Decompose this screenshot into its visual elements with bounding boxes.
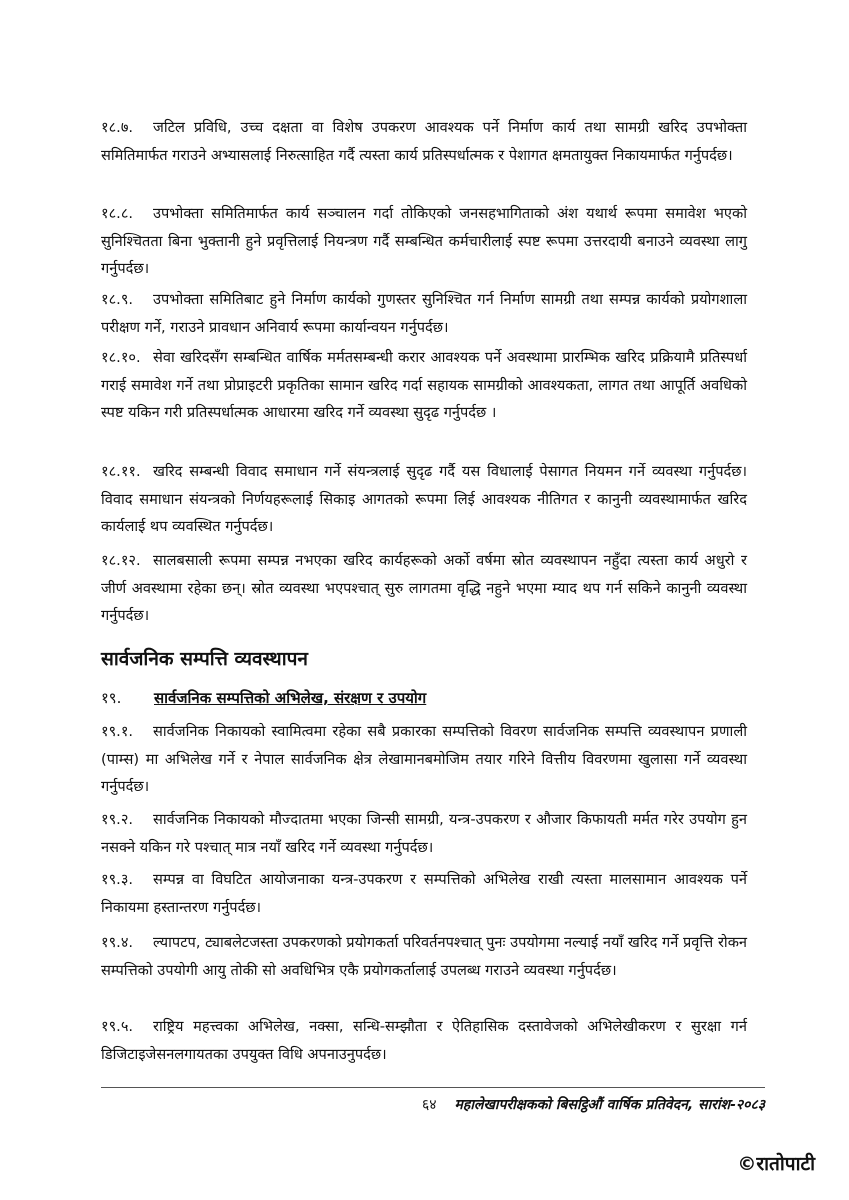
paragraph-number: १९.२. <box>101 811 134 828</box>
paragraph-18-9 <box>101 286 747 341</box>
paragraph-number: १९.३. <box>101 871 134 888</box>
footer-divider <box>101 1087 765 1088</box>
paragraph-text: सम्पन्न वा विघटित आयोजनाका यन्त्र-उपकरण र सम्पत्तिको अभिलेख राखी त्यस्ता मालसामान आवश्यक पर्ने निकायमा हस्तान्तरण गर्नुपर्दछ। <box>101 871 747 916</box>
watermark-credit: ©रातोपाटी <box>737 1153 815 1175</box>
paragraph-number: १८.११. <box>101 463 141 480</box>
paragraph-text: उपभोक्ता समितिबाट हुने निर्माण कार्यको गुणस्तर सुनिश्चित गर्न निर्माण सामग्री तथा सम्पन्न कार्यको प्रयोगशाला परीक्षण गर्ने, गराउने प्रावधान अनिवार्य रूपमा कार्यान्वयन गर्नुपर्दछ। <box>101 291 747 336</box>
paragraph-text: सार्वजनिक निकायको मौज्दातमा भएका जिन्सी सामग्री, यन्त्र-उपकरण र औजार किफायती मर्मत गरेर उपयोग हुन नसक्ने यकिन गरे पश्चात् मात्र नयाँ खरिद गर्ने व्यवस्था गर्नुपर्दछ। <box>101 811 747 856</box>
paragraph-number: १८.८. <box>101 205 134 222</box>
paragraph-19-4 <box>101 929 747 984</box>
paragraph-text: सालबसाली रूपमा सम्पन्न नभएका खरिद कार्यहरूको अर्को वर्षमा स्रोत व्यवस्थापन नहुँदा त्यस्ता कार्य अधुरो र जीर्ण अवस्थामा रहेका छन्। स्रोत व्यवस्था भएपश्चात् सुरु लागतमा वृद्धि नहुने भएमा म्याद थप गर्न सकिने कानुनी व्यवस्था गर्नुपर्दछ। <box>101 552 747 625</box>
paragraph-text: ल्यापटप, ट्याबलेटजस्ता उपकरणको प्रयोगकर्ता परिवर्तनपश्चात् पुनः उपयोगमा नल्याई नयाँ खरिद गर्ने प्रवृत्ति रोकन सम्पत्तिको उपयोगी आयु तोकी सो अवधिभित्र एकै प्रयोगकर्तालाई उपलब्ध गराउने व्यवस्था गर्नुपर्दछ। <box>101 934 747 979</box>
subsection-number: १९. <box>101 689 122 707</box>
paragraph-18-8 <box>101 200 747 283</box>
paragraph-number: १८.१०. <box>101 349 141 366</box>
footer-title: महालेखापरीक्षकको बिसट्ठिऔं वार्षिक प्रतिवेदन, सारांश-२०८३ <box>454 1097 765 1113</box>
paragraph-18-10 <box>101 344 747 427</box>
paragraph-18-12 <box>101 547 747 630</box>
section-title: सार्वजनिक सम्पत्ति व्यवस्थापन <box>101 648 308 670</box>
paragraph-18-7 <box>101 114 747 169</box>
paragraph-text: जटिल प्रविधि, उच्च दक्षता वा विशेष उपकरण आवश्यक पर्ने निर्माण कार्य तथा सामग्री खरिद उपभोक्ता समितिमार्फत गराउने अभ्यासलाई निरुत्साहित गर्दै त्यस्ता कार्य प्रतिस्पर्धात्मक र पेशागत क्षमतायुक्त निकायमार्फत गर्नुपर्दछ। <box>101 119 747 164</box>
paragraph-number: १९.१. <box>101 723 134 740</box>
paragraph-19-3 <box>101 866 747 921</box>
subsection-heading: सार्वजनिक सम्पत्तिको अभिलेख, संरक्षण र उपयोग <box>154 689 427 707</box>
paragraph-text: खरिद सम्बन्धी विवाद समाधान गर्ने संयन्त्रलाई सुदृढ गर्दै यस विधालाई पेसागत नियमन गर्ने व्यवस्था गर्नुपर्दछ। विवाद समाधान संयन्त्रको निर्णयहरूलाई सिकाइ आगतको रूपमा लिई आवश्यक नीतिगत र कानुनी व्यवस्थामार्फत खरिद कार्यलाई थप व्यवस्थित गर्नुपर्दछ। <box>101 463 747 536</box>
paragraph-text: सार्वजनिक निकायको स्वामित्वमा रहेका सबै प्रकारका सम्पत्तिको विवरण सार्वजनिक सम्पत्ति व्यवस्थापन प्रणाली (पाम्स) मा अभिलेख गर्ने र नेपाल सार्वजनिक क्षेत्र लेखामानबमोजिम तयार गरिने वित्तीय विवरणमा खुलासा गर्ने व्यवस्था गर्नुपर्दछ। <box>101 723 747 796</box>
paragraph-19-2 <box>101 806 747 861</box>
paragraph-18-11 <box>101 458 747 541</box>
paragraph-number: १९.४. <box>101 934 134 951</box>
paragraph-text: राष्ट्रिय महत्त्वका अभिलेख, नक्सा, सन्धि-सम्झौता र ऐतिहासिक दस्तावेजको अभिलेखीकरण र सुरक्षा गर्न डिजिटाइजेसनलगायतका उपयुक्त विधि अपनाउनुपर्दछ। <box>101 1018 747 1063</box>
page-number: ६४ <box>421 1097 437 1113</box>
paragraph-19-5 <box>101 1013 747 1068</box>
paragraph-number: १८.१२. <box>101 552 141 569</box>
paragraph-number: १८.७. <box>101 119 134 136</box>
paragraph-19-1 <box>101 718 747 801</box>
page-footer <box>412 1095 765 1114</box>
paragraph-number: १८.९. <box>101 291 134 308</box>
paragraph-text: सेवा खरिदसँग सम्बन्धित वार्षिक मर्मतसम्बन्धी करार आवश्यक पर्ने अवस्थामा प्रारम्भिक खरिद प्रक्रियामै प्रतिस्पर्धा गराई समावेश गर्ने तथा प्रोप्राइटरी प्रकृतिका सामान खरिद गर्दा सहायक सामग्रीको आवश्यकता, लागत तथा आपूर्ति अवधिको स्पष्ट यकिन गरी प्रतिस्पर्धात्मक आधारमा खरिद गर्ने व्यवस्था सुदृढ गर्नुपर्दछ । <box>101 349 747 422</box>
paragraph-number: १९.५. <box>101 1018 134 1035</box>
paragraph-text: उपभोक्ता समितिमार्फत कार्य सञ्चालन गर्दा तोकिएको जनसहभागिताको अंश यथार्थ रूपमा समावेश भएको सुनिश्चितता बिना भुक्तानी हुने प्रवृत्तिलाई नियन्त्रण गर्दै सम्बन्धित कर्मचारीलाई स्पष्ट रूपमा उत्तरदायी बनाउने व्यवस्था लागु गर्नुपर्दछ। <box>101 205 747 278</box>
